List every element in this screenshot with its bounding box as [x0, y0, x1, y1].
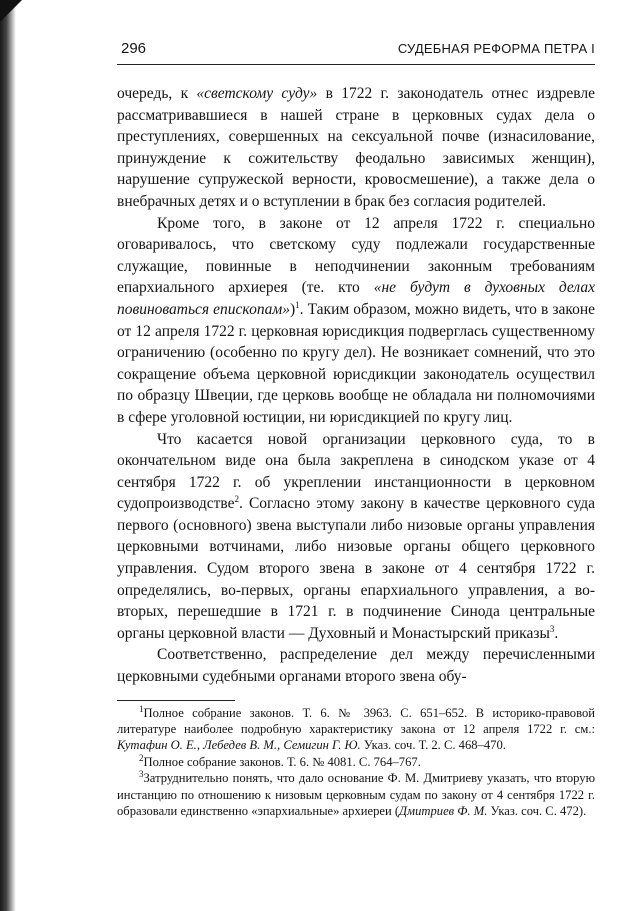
footnote-ref-2[interactable]: 2	[234, 494, 239, 505]
footnote-ref-1[interactable]: 1	[295, 299, 300, 310]
scan-corner	[0, 0, 22, 22]
footnote-2: $^2$Полное собрание законов. Т. 6. № 4081. С. 764–767.	[139, 752, 421, 769]
footnote-divider	[117, 700, 235, 701]
footnote-number: 1	[139, 703, 144, 714]
paragraph-2: Кроме того, в законе от 12 апреля 1722 г. специально оговаривалось, что светскому суду подлежали государственные служащие, повинные в неподчинении законным требованиям епархиального архиерея (те. кто «не будут в духовных делах повиноваться епископам»)$^1$. Таким образом, можно видеть, что в законе от 12 апреля 1722 г. церковная юрисдикция подверглась существенному ограничению (особенно по кругу дел). Не возникает сомнений, что это сокращение объема церковной юрисдикции законодатель осуществил по образцу Швеции, где церковь вообще не обладала ни полномочиями в сфере уголовной юстиции, ни юрисдикцией по кругу лиц.	[117, 214, 595, 426]
running-title: СУДЕБНАЯ РЕФОРМА ПЕТРА I	[397, 41, 595, 56]
author-name: Дмитриев Ф. М.	[399, 804, 488, 819]
author-names: Кутафин О. Е., Лебедев В. М., Семигин Г. Ю.	[117, 738, 361, 753]
emphasis: «светскому суду»	[196, 85, 318, 102]
footnotes	[117, 705, 595, 820]
paragraph-4: Соответственно, распределение дел между перечисленными церковными судебными органами второго звена обу-	[117, 646, 595, 686]
book-page	[117, 38, 595, 819]
footnote-3: $^3$Затруднительно понять, что дало основание Ф. М. Дмитриеву указать, что вторую инстанцию по отношению к низовым церковным судам по закону от 4 сентября 1722 г. образовали единственно «эпархиальные» архиереи (Дмитриев Ф. М. Указ. соч. С. 472).	[117, 769, 595, 819]
emphasis: «не будут в духовных делах повиноваться епископам»	[117, 279, 595, 318]
paragraph-1: очередь, к «светскому суду» в 1722 г. законодатель отнес издревле рассматривавшиеся в нашей стране в церковных судах дела о преступлениях, совершенных на сексуальной почве (изнасилование, принуждение к сожительству феодально зависимых женщин), нарушение супружеской верности, кровосмешение), а также дела о внебрачных детях и о вступлении в брак без согласия родителей.	[117, 85, 595, 210]
page-number: 296	[121, 40, 147, 57]
main-text	[117, 83, 595, 688]
paragraph-3: Что касается новой организации церковного суда, то в окончательном виде она была закреплена в синодском указе от 4 сентября 1722 г. об укреплении инстанционности в церковном судопроизводстве$^2$. Согласно этому закону в качестве церковного суда первого (основного) звена выступали либо низовые органы управления церковными вотчинами, либо низовые органы общего церковного управления. Судом второго звена в законе от 4 сентября 1722 г. определялись, во-первых, органы епархиального управления, а во-вторых, перешедшие в 1721 г. в подчинение Синода центральные органы церковной власти — Духовный и Монастырский приказы$^3$.	[117, 430, 595, 642]
footnote-ref-3[interactable]: 3	[549, 623, 555, 634]
footnote-number: 3	[139, 769, 144, 780]
scan-shadow	[0, 0, 16, 911]
footnote-number: 2	[139, 752, 144, 763]
running-head	[117, 38, 595, 65]
footnote-1: $^1$Полное собрание законов. Т. 6. № 3963. С. 651–652. В историко-правовой литературе наиболее подробную характеристику закона от 12 апреля 1722 г. см.: Кутафин О. Е., Лебедев В. М., Семигин Г. Ю. Указ. соч. Т. 2. С. 468–470.	[117, 703, 595, 753]
